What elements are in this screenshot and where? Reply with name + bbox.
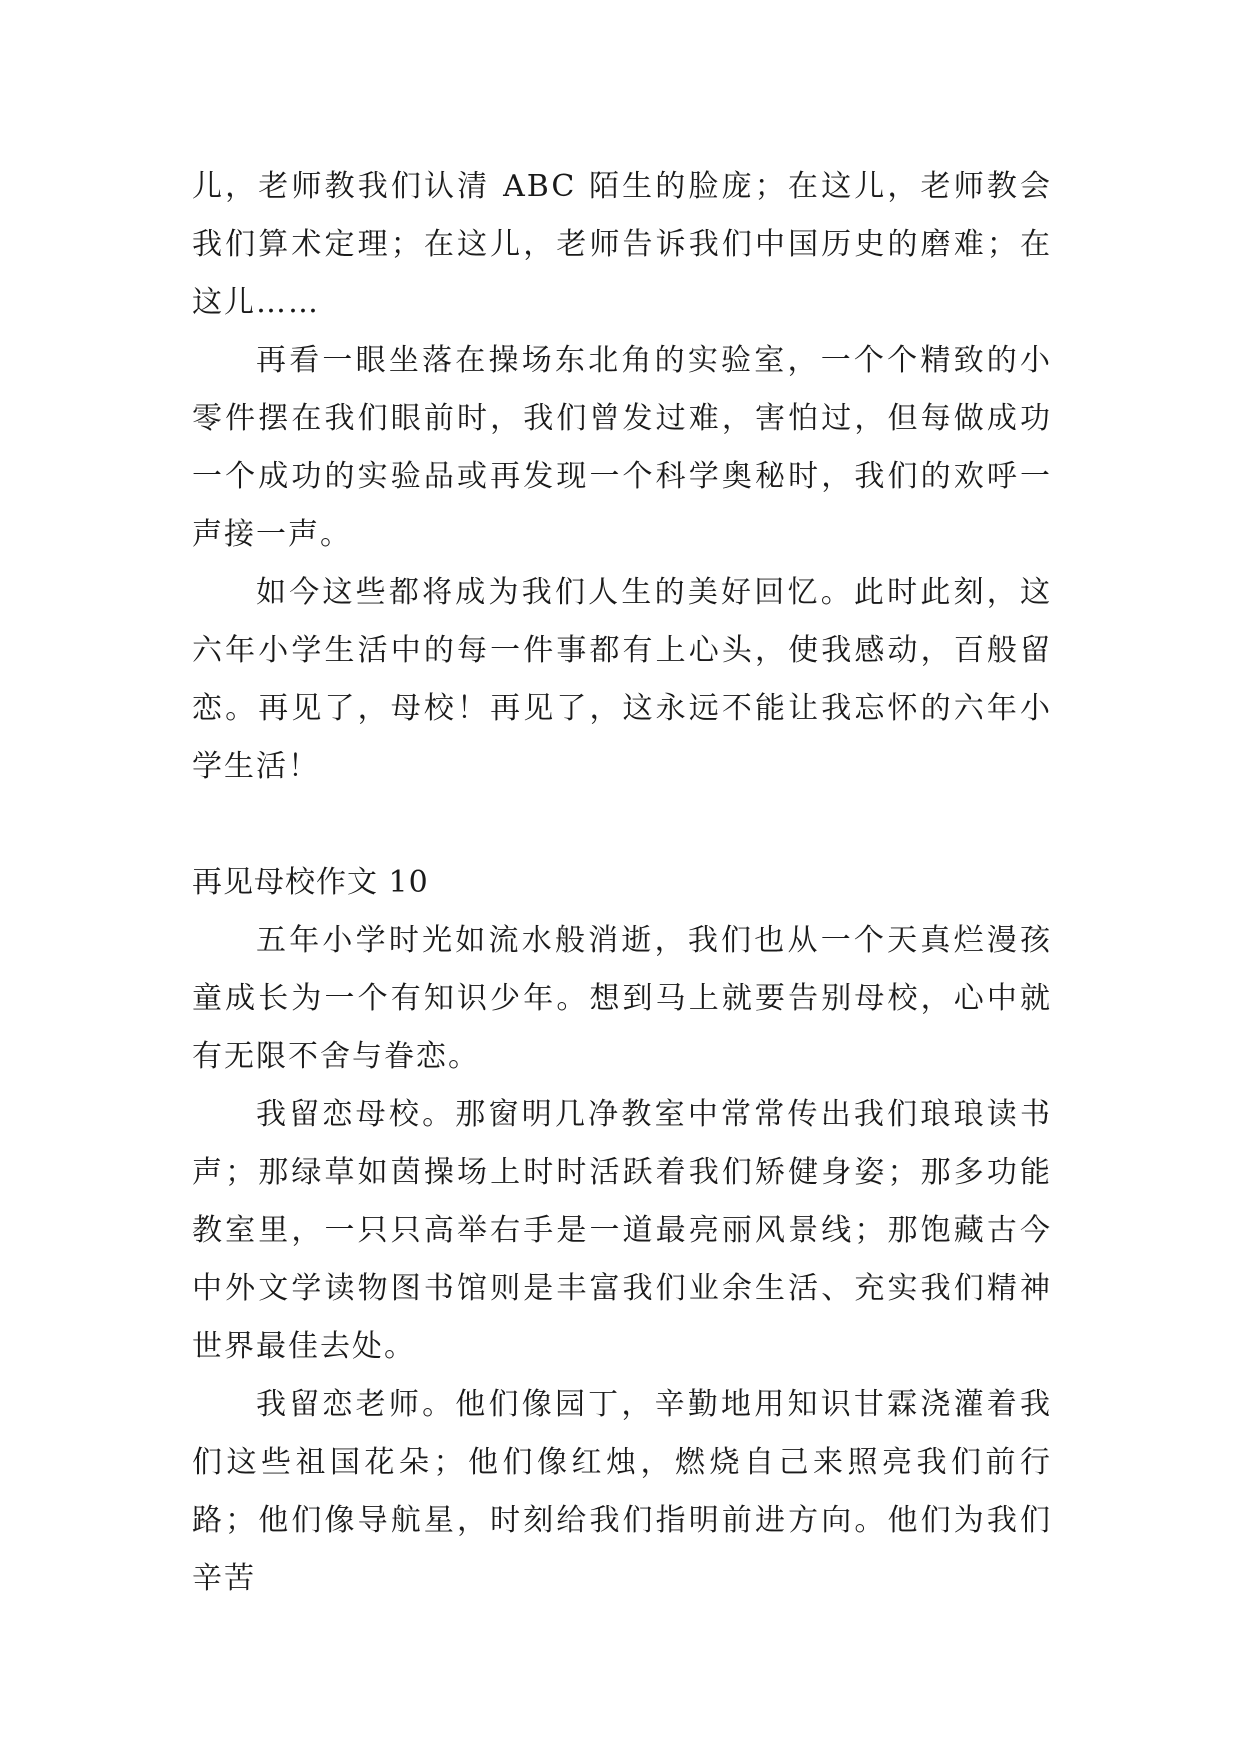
paragraph-continued: 儿，老师教我们认清 ABC 陌生的脸庞；在这儿，老师教会我们算术定理；在这儿，老师告诉我们中国历史的磨难；在这儿……: [192, 169, 1052, 320]
paragraph-school: 我留恋母校。那窗明几净教室中常常传出我们琅琅读书声；那绿草如茵操场上时时活跃着我们矫健身姿；那多功能教室里，一只只高举右手是一道最亮丽风景线；那饱藏古今中外文学读物图书馆则是丰富我们业余生活、充实我们精神世界最佳去处。: [192, 1097, 1052, 1364]
paragraph-laboratory: 再看一眼坐落在操场东北角的实验室，一个个精致的小零件摆在我们眼前时，我们曾发过难，害怕过，但每做成功一个成功的实验品或再发现一个科学奥秘时，我们的欢呼一声接一声。: [192, 343, 1052, 552]
paragraph-intro: 五年小学时光如流水般消逝，我们也从一个天真烂漫孩童成长为一个有知识少年。想到马上就要告别母校，心中就有无限不舍与眷恋。: [192, 923, 1052, 1074]
paragraph-teachers: 我留恋老师。他们像园丁，辛勤地用知识甘霖浇灌着我们这些祖国花朵；他们像红烛，燃烧自己来照亮我们前行路；他们像导航星，时刻给我们指明前进方向。他们为我们辛苦: [192, 1387, 1052, 1596]
section-title: 再见母校作文 10: [192, 865, 429, 900]
paragraph-memories: 如今这些都将成为我们人生的美好回忆。此时此刻，这六年小学生活中的每一件事都有上心头，使我感动，百般留恋。再见了，母校！再见了，这永远不能让我忘怀的六年小学生活！: [192, 575, 1052, 784]
document-body: [192, 158, 1052, 1608]
section-spacer: [192, 796, 1052, 854]
